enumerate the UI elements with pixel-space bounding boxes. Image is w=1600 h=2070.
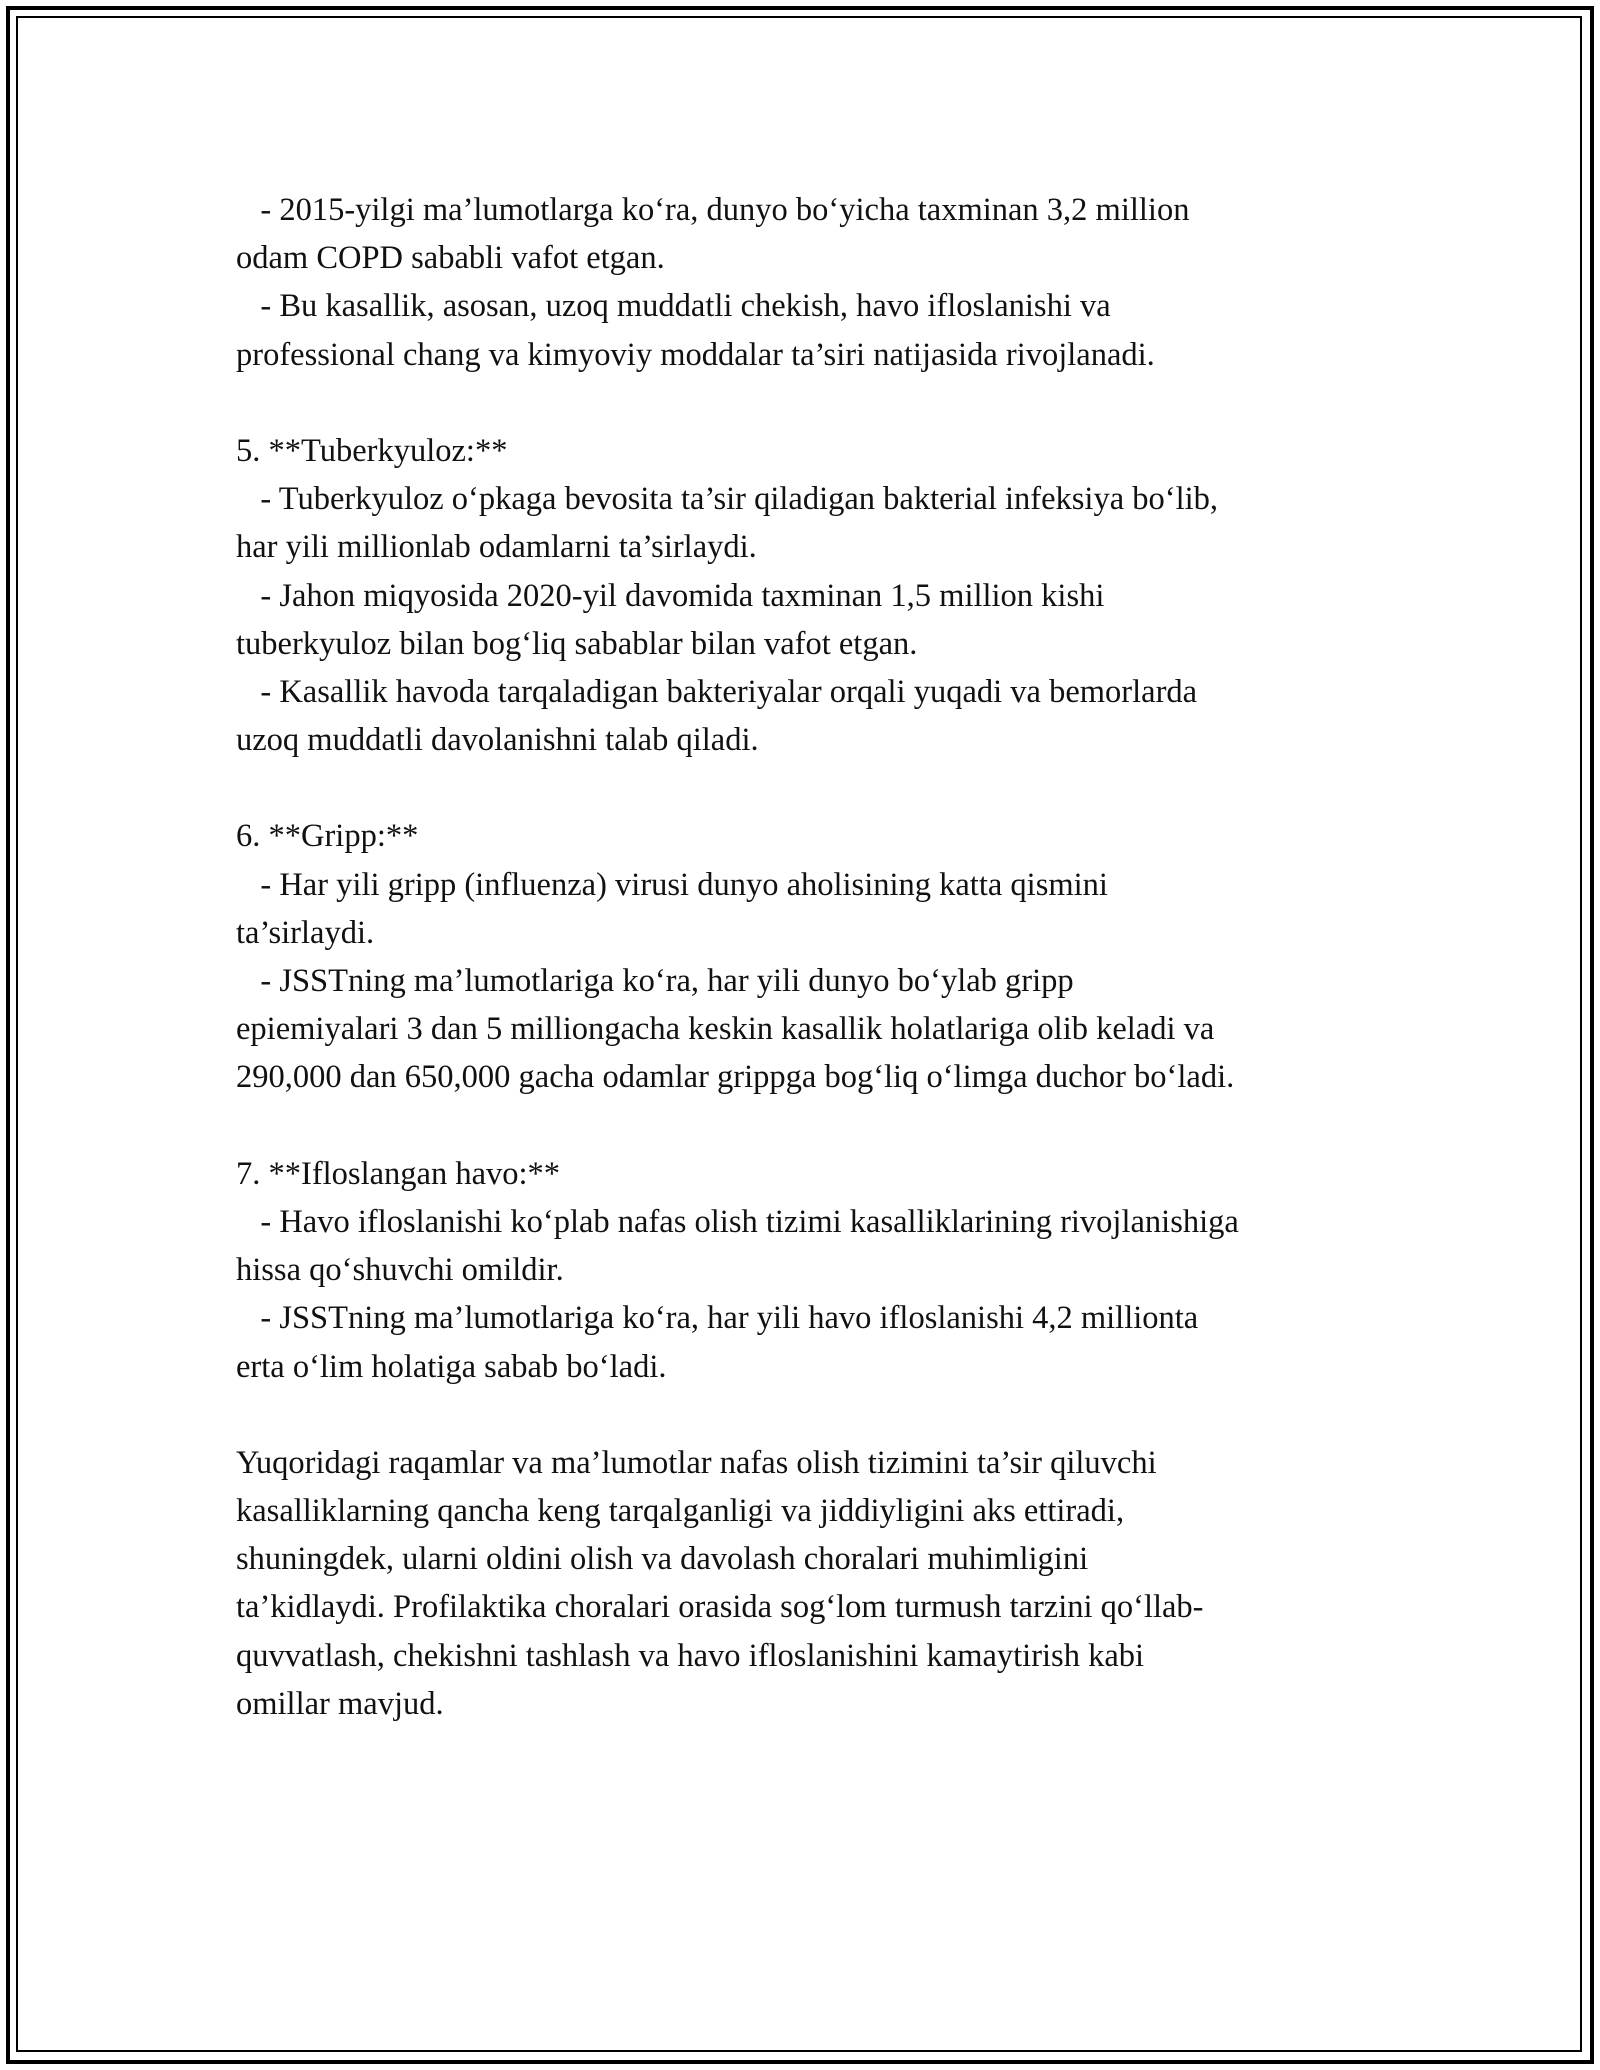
text-line: - Kasallik havoda tarqaladigan bakteriyalar orqali yuqadi va bemorlarda bbox=[236, 673, 1198, 710]
text-line: - Har yili gripp (influenza) virusi dunyo aholisining katta qismini bbox=[236, 866, 1108, 903]
copd-continuation-section bbox=[236, 186, 1386, 379]
text-line: - JSSTning ma’lumotlariga ko‘ra, har yili dunyo bo‘ylab gripp bbox=[236, 963, 1074, 999]
text-line: ta’kidlaydi. Profilaktika choralari orasida sog‘lom turmush tarzini qo‘llab- bbox=[236, 1589, 1204, 1626]
text-line: quvvatlash, chekishni tashlash va havo ifloslanishini kamaytirish kabi bbox=[236, 1637, 1145, 1674]
text-line: omillar mavjud. bbox=[236, 1685, 444, 1722]
paragraph-spacer bbox=[236, 1102, 1386, 1150]
text-line: har yili millionlab odamlarni ta’sirlaydi. bbox=[236, 529, 757, 566]
text-line: 290,000 dan 650,000 gacha odamlar grippga bog‘liq o‘limga duchor bo‘ladi. bbox=[236, 1059, 1235, 1096]
tuberculosis-section bbox=[236, 427, 1386, 764]
text-line: shuningdek, ularni oldini olish va davolash choralari muhimligini bbox=[236, 1541, 1089, 1578]
text-line: Yuqoridagi raqamlar va ma’lumotlar nafas olish tizimini ta’sir qiluvchi bbox=[236, 1444, 1157, 1481]
paragraph-spacer bbox=[236, 764, 1386, 812]
document-body bbox=[236, 186, 1386, 1728]
section-heading: 7. **Ifloslangan havo:** bbox=[236, 1155, 561, 1192]
conclusion-paragraph bbox=[236, 1439, 1386, 1728]
text-line: professional chang va kimyoviy moddalar ta’siri natijasida rivojlanadi. bbox=[236, 336, 1155, 373]
text-line: odam COPD sababli vafot etgan. bbox=[236, 240, 665, 277]
text-line: - Bu kasallik, asosan, uzoq muddatli chekish, havo ifloslanishi va bbox=[236, 288, 1111, 325]
text-line: - 2015-yilgi ma’lumotlarga ko‘ra, dunyo bo‘yicha taxminan 3,2 million bbox=[236, 192, 1190, 228]
text-line: kasalliklarning qancha keng tarqalganligi va jiddiyligini aks ettiradi, bbox=[236, 1493, 1125, 1530]
paragraph-spacer bbox=[236, 379, 1386, 427]
air-pollution-section bbox=[236, 1150, 1386, 1391]
influenza-section bbox=[236, 812, 1386, 1101]
text-line: epiemiyalari 3 dan 5 milliongacha keskin kasallik holatlariga olib keladi va bbox=[236, 1011, 1215, 1048]
text-line: ta’sirlaydi. bbox=[236, 914, 375, 951]
text-line: - Tuberkyuloz o‘pkaga bevosita ta’sir qiladigan bakterial infeksiya bo‘lib, bbox=[236, 481, 1218, 518]
paragraph-spacer bbox=[236, 1391, 1386, 1439]
text-line: - JSSTning ma’lumotlariga ko‘ra, har yili havo ifloslanishi 4,2 millionta bbox=[236, 1300, 1199, 1337]
text-line: erta o‘lim holatiga sabab bo‘ladi. bbox=[236, 1348, 667, 1385]
text-line: uzoq muddatli davolanishni talab qiladi. bbox=[236, 722, 759, 759]
text-line: - Jahon miqyosida 2020-yil davomida taxminan 1,5 million kishi bbox=[236, 577, 1105, 614]
section-heading: 5. **Tuberkyuloz:** bbox=[236, 432, 508, 469]
section-heading: 6. **Gripp:** bbox=[236, 818, 419, 855]
text-line: tuberkyuloz bilan bog‘liq sabablar bilan vafot etgan. bbox=[236, 625, 918, 662]
text-line: hissa qo‘shuvchi omildir. bbox=[236, 1252, 564, 1289]
text-line: - Havo ifloslanishi ko‘plab nafas olish tizimi kasalliklarining rivojlanishiga bbox=[236, 1203, 1239, 1240]
